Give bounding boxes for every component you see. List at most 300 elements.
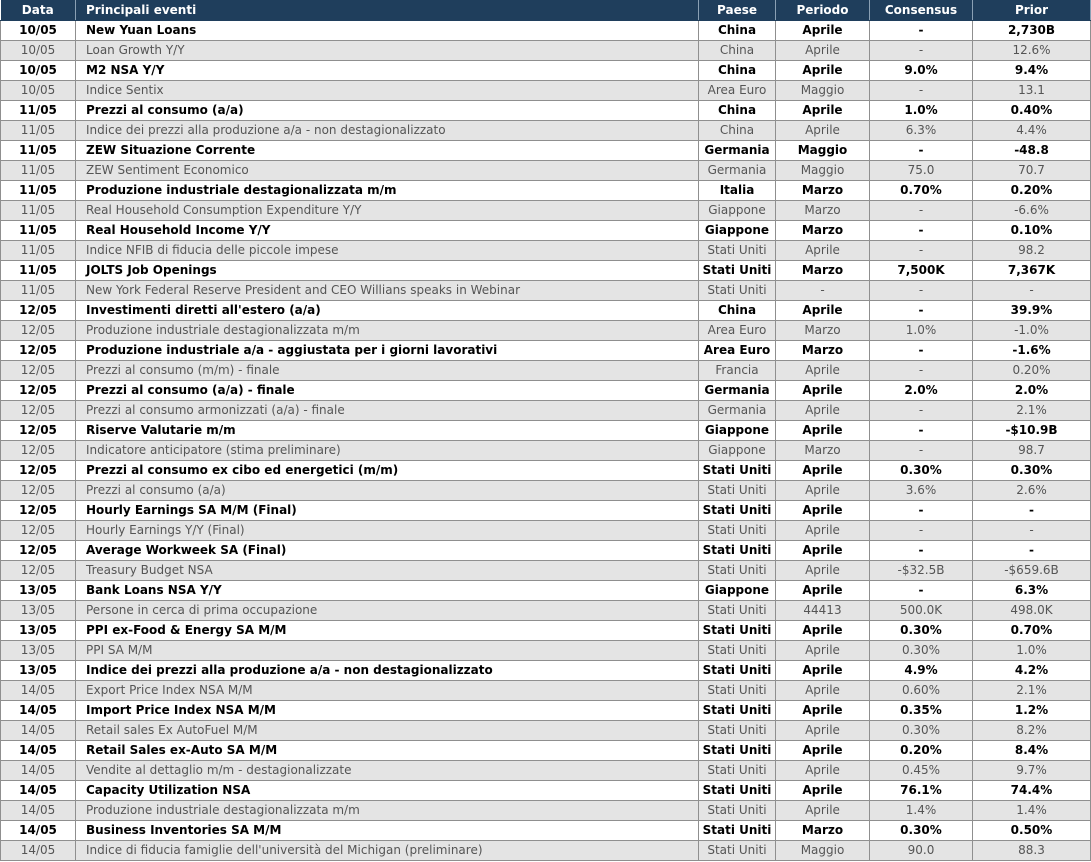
table-row [1, 541, 1091, 561]
date-cell: 13/05 [1, 621, 76, 641]
prior-cell: 2.1% [973, 401, 1091, 421]
date-cell: 11/05 [1, 161, 76, 181]
event-cell: Bank Loans NSA Y/Y [76, 581, 699, 601]
event-cell: Import Price Index NSA M/M [76, 701, 699, 721]
consensus-cell: - [870, 341, 973, 361]
period-cell: Aprile [776, 41, 870, 61]
event-cell: Prezzi al consumo (a/a) - finale [76, 381, 699, 401]
consensus-cell: 3.6% [870, 481, 973, 501]
consensus-cell: 1.0% [870, 101, 973, 121]
table-row [1, 41, 1091, 61]
consensus-cell: - [870, 541, 973, 561]
prior-cell: 9.7% [973, 761, 1091, 781]
table-row [1, 441, 1091, 461]
date-cell: 12/05 [1, 341, 76, 361]
prior-cell: -6.6% [973, 201, 1091, 221]
consensus-cell: 500.0K [870, 601, 973, 621]
header-event: Principali eventi [76, 0, 699, 21]
period-cell: Aprile [776, 421, 870, 441]
country-cell: Stati Uniti [699, 721, 776, 741]
date-cell: 12/05 [1, 401, 76, 421]
country-cell: China [699, 121, 776, 141]
table-row [1, 81, 1091, 101]
event-cell: Prezzi al consumo (a/a) [76, 101, 699, 121]
event-cell: Produzione industriale destagionalizzata m/m [76, 181, 699, 201]
date-cell: 12/05 [1, 321, 76, 341]
table-row [1, 401, 1091, 421]
date-cell: 12/05 [1, 561, 76, 581]
country-cell: Stati Uniti [699, 461, 776, 481]
period-cell: Aprile [776, 521, 870, 541]
date-cell: 14/05 [1, 841, 76, 861]
event-cell: Riserve Valutarie m/m [76, 421, 699, 441]
table-row [1, 501, 1091, 521]
prior-cell: 0.40% [973, 101, 1091, 121]
consensus-cell: - [870, 421, 973, 441]
period-cell: Aprile [776, 761, 870, 781]
period-cell: Aprile [776, 461, 870, 481]
country-cell: Stati Uniti [699, 261, 776, 281]
event-cell: Hourly Earnings Y/Y (Final) [76, 521, 699, 541]
table-row [1, 121, 1091, 141]
prior-cell: 2.0% [973, 381, 1091, 401]
date-cell: 10/05 [1, 61, 76, 81]
consensus-cell: - [870, 141, 973, 161]
country-cell: Giappone [699, 201, 776, 221]
date-cell: 10/05 [1, 21, 76, 41]
period-cell: Aprile [776, 581, 870, 601]
table-row [1, 101, 1091, 121]
period-cell: Aprile [776, 101, 870, 121]
prior-cell: -1.0% [973, 321, 1091, 341]
prior-cell: 0.10% [973, 221, 1091, 241]
country-cell: Stati Uniti [699, 241, 776, 261]
table-row [1, 221, 1091, 241]
prior-cell: - [973, 541, 1091, 561]
date-cell: 11/05 [1, 201, 76, 221]
date-cell: 12/05 [1, 421, 76, 441]
period-cell: 44413 [776, 601, 870, 621]
date-cell: 11/05 [1, 141, 76, 161]
event-cell: Persone in cerca di prima occupazione [76, 601, 699, 621]
consensus-cell: - [870, 581, 973, 601]
event-cell: ZEW Situazione Corrente [76, 141, 699, 161]
consensus-cell: 0.70% [870, 181, 973, 201]
date-cell: 12/05 [1, 541, 76, 561]
table-row [1, 481, 1091, 501]
date-cell: 14/05 [1, 741, 76, 761]
country-cell: Stati Uniti [699, 801, 776, 821]
prior-cell: 98.2 [973, 241, 1091, 261]
event-cell: Indice dei prezzi alla produzione a/a - non destagionalizzato [76, 661, 699, 681]
period-cell: Aprile [776, 681, 870, 701]
period-cell: Aprile [776, 721, 870, 741]
consensus-cell: 0.30% [870, 461, 973, 481]
prior-cell: -1.6% [973, 341, 1091, 361]
table-row [1, 201, 1091, 221]
country-cell: Stati Uniti [699, 621, 776, 641]
period-cell: Aprile [776, 381, 870, 401]
date-cell: 14/05 [1, 761, 76, 781]
period-cell: - [776, 281, 870, 301]
date-cell: 11/05 [1, 181, 76, 201]
country-cell: Germania [699, 161, 776, 181]
prior-cell: 39.9% [973, 301, 1091, 321]
prior-cell: 0.20% [973, 181, 1091, 201]
period-cell: Aprile [776, 21, 870, 41]
consensus-cell: 0.30% [870, 621, 973, 641]
consensus-cell: 0.30% [870, 641, 973, 661]
prior-cell: 7,367K [973, 261, 1091, 281]
event-cell: Indice Sentix [76, 81, 699, 101]
event-cell: M2 NSA Y/Y [76, 61, 699, 81]
event-cell: Hourly Earnings SA M/M (Final) [76, 501, 699, 521]
table-row [1, 581, 1091, 601]
prior-cell: 1.0% [973, 641, 1091, 661]
period-cell: Aprile [776, 61, 870, 81]
date-cell: 11/05 [1, 261, 76, 281]
table-row [1, 161, 1091, 181]
table-row [1, 761, 1091, 781]
table-row [1, 521, 1091, 541]
table-row [1, 341, 1091, 361]
consensus-cell: 1.0% [870, 321, 973, 341]
consensus-cell: 6.3% [870, 121, 973, 141]
event-cell: Prezzi al consumo (m/m) - finale [76, 361, 699, 381]
country-cell: Francia [699, 361, 776, 381]
prior-cell: 2.6% [973, 481, 1091, 501]
prior-cell: 13.1 [973, 81, 1091, 101]
date-cell: 12/05 [1, 361, 76, 381]
consensus-cell: 0.45% [870, 761, 973, 781]
table-row [1, 321, 1091, 341]
country-cell: Giappone [699, 221, 776, 241]
consensus-cell: 0.30% [870, 721, 973, 741]
period-cell: Aprile [776, 121, 870, 141]
date-cell: 12/05 [1, 461, 76, 481]
table-row [1, 261, 1091, 281]
event-cell: Investimenti diretti all'estero (a/a) [76, 301, 699, 321]
period-cell: Aprile [776, 241, 870, 261]
prior-cell: 0.20% [973, 361, 1091, 381]
date-cell: 14/05 [1, 721, 76, 741]
country-cell: Giappone [699, 421, 776, 441]
period-cell: Aprile [776, 741, 870, 761]
period-cell: Aprile [776, 401, 870, 421]
consensus-cell: 75.0 [870, 161, 973, 181]
country-cell: China [699, 101, 776, 121]
country-cell: Stati Uniti [699, 761, 776, 781]
table-row [1, 361, 1091, 381]
prior-cell: 2.1% [973, 681, 1091, 701]
event-cell: Prezzi al consumo armonizzati (a/a) - finale [76, 401, 699, 421]
consensus-cell: - [870, 201, 973, 221]
prior-cell: 498.0K [973, 601, 1091, 621]
consensus-cell: 9.0% [870, 61, 973, 81]
consensus-cell: - [870, 301, 973, 321]
period-cell: Maggio [776, 161, 870, 181]
country-cell: Stati Uniti [699, 641, 776, 661]
period-cell: Aprile [776, 361, 870, 381]
period-cell: Aprile [776, 301, 870, 321]
country-cell: Germania [699, 141, 776, 161]
table-row [1, 561, 1091, 581]
table-row [1, 601, 1091, 621]
consensus-cell: - [870, 241, 973, 261]
country-cell: Italia [699, 181, 776, 201]
date-cell: 13/05 [1, 601, 76, 621]
prior-cell: 74.4% [973, 781, 1091, 801]
table-row [1, 701, 1091, 721]
country-cell: Stati Uniti [699, 281, 776, 301]
header-date: Data [1, 0, 76, 21]
country-cell: Giappone [699, 441, 776, 461]
event-cell: Vendite al dettaglio m/m - destagionalizzate [76, 761, 699, 781]
consensus-cell: - [870, 281, 973, 301]
date-cell: 10/05 [1, 41, 76, 61]
date-cell: 13/05 [1, 661, 76, 681]
table-row [1, 681, 1091, 701]
prior-cell: - [973, 521, 1091, 541]
consensus-cell: - [870, 401, 973, 421]
country-cell: Stati Uniti [699, 541, 776, 561]
period-cell: Marzo [776, 221, 870, 241]
table-row [1, 641, 1091, 661]
prior-cell: 8.4% [973, 741, 1091, 761]
country-cell: Stati Uniti [699, 821, 776, 841]
period-cell: Maggio [776, 841, 870, 861]
table-row [1, 841, 1091, 861]
date-cell: 14/05 [1, 681, 76, 701]
date-cell: 10/05 [1, 81, 76, 101]
date-cell: 11/05 [1, 121, 76, 141]
header-period: Periodo [776, 0, 870, 21]
header-prior: Prior [973, 0, 1091, 21]
country-cell: Stati Uniti [699, 741, 776, 761]
consensus-cell: - [870, 441, 973, 461]
consensus-cell: 0.30% [870, 821, 973, 841]
country-cell: Stati Uniti [699, 521, 776, 541]
table-row [1, 381, 1091, 401]
prior-cell: 0.50% [973, 821, 1091, 841]
prior-cell: - [973, 501, 1091, 521]
period-cell: Aprile [776, 621, 870, 641]
consensus-cell: 0.20% [870, 741, 973, 761]
consensus-cell: - [870, 221, 973, 241]
country-cell: Germania [699, 381, 776, 401]
event-cell: PPI SA M/M [76, 641, 699, 661]
table-row [1, 781, 1091, 801]
country-cell: China [699, 21, 776, 41]
prior-cell: 9.4% [973, 61, 1091, 81]
consensus-cell: - [870, 41, 973, 61]
period-cell: Aprile [776, 481, 870, 501]
date-cell: 14/05 [1, 821, 76, 841]
country-cell: Stati Uniti [699, 601, 776, 621]
date-cell: 11/05 [1, 241, 76, 261]
table-row [1, 301, 1091, 321]
date-cell: 12/05 [1, 381, 76, 401]
table-row [1, 661, 1091, 681]
prior-cell: - [973, 281, 1091, 301]
event-cell: Indice dei prezzi alla produzione a/a - non destagionalizzato [76, 121, 699, 141]
period-cell: Marzo [776, 341, 870, 361]
period-cell: Marzo [776, 441, 870, 461]
event-cell: Real Household Consumption Expenditure Y/Y [76, 201, 699, 221]
period-cell: Maggio [776, 81, 870, 101]
consensus-cell: 0.35% [870, 701, 973, 721]
country-cell: Area Euro [699, 341, 776, 361]
event-cell: Treasury Budget NSA [76, 561, 699, 581]
header-consensus: Consensus [870, 0, 973, 21]
table-row [1, 801, 1091, 821]
event-cell: Prezzi al consumo ex cibo ed energetici (m/m) [76, 461, 699, 481]
period-cell: Aprile [776, 541, 870, 561]
consensus-cell: 4.9% [870, 661, 973, 681]
event-cell: New York Federal Reserve President and CEO Willians speaks in Webinar [76, 281, 699, 301]
country-cell: China [699, 301, 776, 321]
consensus-cell: 1.4% [870, 801, 973, 821]
country-cell: Giappone [699, 581, 776, 601]
period-cell: Aprile [776, 501, 870, 521]
date-cell: 12/05 [1, 481, 76, 501]
country-cell: China [699, 41, 776, 61]
country-cell: Stati Uniti [699, 561, 776, 581]
event-cell: Real Household Income Y/Y [76, 221, 699, 241]
table-row [1, 461, 1091, 481]
event-cell: Produzione industriale destagionalizzata m/m [76, 801, 699, 821]
event-cell: Produzione industriale a/a - aggiustata per i giorni lavorativi [76, 341, 699, 361]
country-cell: Stati Uniti [699, 501, 776, 521]
event-cell: Average Workweek SA (Final) [76, 541, 699, 561]
consensus-cell: 7,500K [870, 261, 973, 281]
date-cell: 13/05 [1, 581, 76, 601]
header-country: Paese [699, 0, 776, 21]
country-cell: Stati Uniti [699, 681, 776, 701]
event-cell: Capacity Utilization NSA [76, 781, 699, 801]
prior-cell: 4.4% [973, 121, 1091, 141]
period-cell: Marzo [776, 321, 870, 341]
prior-cell: -$659.6B [973, 561, 1091, 581]
table-body [1, 21, 1091, 861]
date-cell: 14/05 [1, 781, 76, 801]
period-cell: Aprile [776, 801, 870, 821]
date-cell: 12/05 [1, 521, 76, 541]
date-cell: 12/05 [1, 301, 76, 321]
event-cell: Loan Growth Y/Y [76, 41, 699, 61]
event-cell: Prezzi al consumo (a/a) [76, 481, 699, 501]
period-cell: Marzo [776, 821, 870, 841]
country-cell: Area Euro [699, 81, 776, 101]
period-cell: Marzo [776, 201, 870, 221]
prior-cell: -48.8 [973, 141, 1091, 161]
prior-cell: 0.30% [973, 461, 1091, 481]
date-cell: 12/05 [1, 501, 76, 521]
table-row [1, 741, 1091, 761]
event-cell: Produzione industriale destagionalizzata m/m [76, 321, 699, 341]
date-cell: 14/05 [1, 701, 76, 721]
country-cell: China [699, 61, 776, 81]
prior-cell: 2,730B [973, 21, 1091, 41]
country-cell: Stati Uniti [699, 781, 776, 801]
date-cell: 11/05 [1, 101, 76, 121]
event-cell: PPI ex-Food & Energy SA M/M [76, 621, 699, 641]
date-cell: 14/05 [1, 801, 76, 821]
prior-cell: 4.2% [973, 661, 1091, 681]
event-cell: Indice di fiducia famiglie dell'università del Michigan (preliminare) [76, 841, 699, 861]
date-cell: 12/05 [1, 441, 76, 461]
event-cell: Indicatore anticipatore (stima preliminare) [76, 441, 699, 461]
table-row [1, 421, 1091, 441]
date-cell: 11/05 [1, 221, 76, 241]
country-cell: Stati Uniti [699, 661, 776, 681]
consensus-cell: - [870, 501, 973, 521]
event-cell: Business Inventories SA M/M [76, 821, 699, 841]
prior-cell: 0.70% [973, 621, 1091, 641]
prior-cell: 1.2% [973, 701, 1091, 721]
table-row [1, 21, 1091, 41]
consensus-cell: - [870, 361, 973, 381]
table-row [1, 821, 1091, 841]
period-cell: Aprile [776, 561, 870, 581]
event-cell: Retail sales Ex AutoFuel M/M [76, 721, 699, 741]
event-cell: JOLTS Job Openings [76, 261, 699, 281]
table-row [1, 61, 1091, 81]
table-row [1, 241, 1091, 261]
consensus-cell: - [870, 21, 973, 41]
header-row [1, 0, 1091, 21]
prior-cell: 6.3% [973, 581, 1091, 601]
consensus-cell: - [870, 81, 973, 101]
table-row [1, 141, 1091, 161]
period-cell: Aprile [776, 701, 870, 721]
period-cell: Maggio [776, 141, 870, 161]
prior-cell: -$10.9B [973, 421, 1091, 441]
event-cell: Retail Sales ex-Auto SA M/M [76, 741, 699, 761]
prior-cell: 1.4% [973, 801, 1091, 821]
table-row [1, 721, 1091, 741]
prior-cell: 12.6% [973, 41, 1091, 61]
period-cell: Aprile [776, 781, 870, 801]
prior-cell: 8.2% [973, 721, 1091, 741]
country-cell: Area Euro [699, 321, 776, 341]
period-cell: Aprile [776, 641, 870, 661]
prior-cell: 88.3 [973, 841, 1091, 861]
consensus-cell: 76.1% [870, 781, 973, 801]
event-cell: New Yuan Loans [76, 21, 699, 41]
date-cell: 11/05 [1, 281, 76, 301]
period-cell: Marzo [776, 261, 870, 281]
consensus-cell: - [870, 521, 973, 541]
event-cell: Export Price Index NSA M/M [76, 681, 699, 701]
period-cell: Aprile [776, 661, 870, 681]
country-cell: Stati Uniti [699, 701, 776, 721]
prior-cell: 70.7 [973, 161, 1091, 181]
event-cell: ZEW Sentiment Economico [76, 161, 699, 181]
country-cell: Stati Uniti [699, 481, 776, 501]
table-row [1, 281, 1091, 301]
prior-cell: 98.7 [973, 441, 1091, 461]
table-row [1, 621, 1091, 641]
table-row [1, 181, 1091, 201]
consensus-cell: -$32.5B [870, 561, 973, 581]
date-cell: 13/05 [1, 641, 76, 661]
consensus-cell: 90.0 [870, 841, 973, 861]
country-cell: Germania [699, 401, 776, 421]
consensus-cell: 0.60% [870, 681, 973, 701]
consensus-cell: 2.0% [870, 381, 973, 401]
country-cell: Stati Uniti [699, 841, 776, 861]
